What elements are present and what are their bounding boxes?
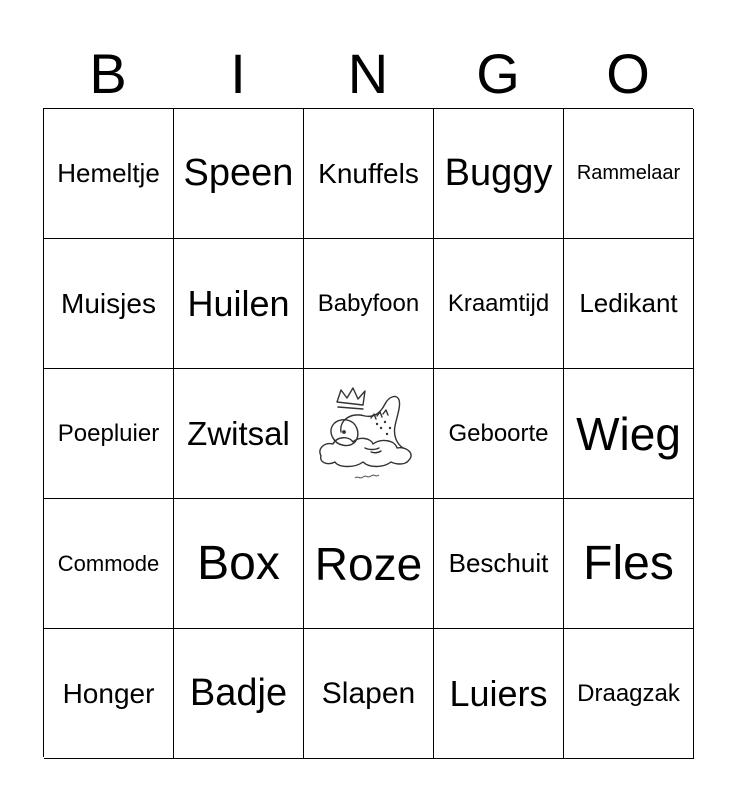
bingo-cell[interactable]: Zwitsal xyxy=(174,369,304,499)
bingo-header xyxy=(43,40,693,108)
free-space-cell[interactable] xyxy=(304,369,434,499)
bingo-cell[interactable]: Box xyxy=(174,499,304,629)
bingo-cell[interactable]: Rammelaar xyxy=(564,109,694,239)
bingo-cell[interactable]: Roze xyxy=(304,499,434,629)
bingo-cell[interactable]: Fles xyxy=(564,499,694,629)
header-letter-g: G xyxy=(476,42,520,105)
bingo-cell[interactable]: Hemeltje xyxy=(44,109,174,239)
header-letter-o: O xyxy=(606,42,650,105)
bingo-cell[interactable]: Draagzak xyxy=(564,629,694,759)
bingo-cell[interactable]: Commode xyxy=(44,499,174,629)
bingo-cell[interactable]: Luiers xyxy=(434,629,564,759)
bingo-cell[interactable]: Slapen xyxy=(304,629,434,759)
bingo-cell[interactable]: Poepluier xyxy=(44,369,174,499)
bingo-cell[interactable]: Kraamtijd xyxy=(434,239,564,369)
bingo-cell[interactable]: Babyfoon xyxy=(304,239,434,369)
bingo-cell[interactable]: Honger xyxy=(44,629,174,759)
sleeping-baby-dino-crown-icon xyxy=(311,382,427,486)
bingo-cell[interactable]: Knuffels xyxy=(304,109,434,239)
bingo-cell[interactable]: Beschuit xyxy=(434,499,564,629)
bingo-cell[interactable]: Buggy xyxy=(434,109,564,239)
bingo-cell[interactable]: Huilen xyxy=(174,239,304,369)
bingo-cell[interactable]: Speen xyxy=(174,109,304,239)
header-letter-b: B xyxy=(89,42,127,105)
bingo-card xyxy=(43,108,693,757)
header-letter-i: I xyxy=(230,42,246,105)
bingo-cell[interactable]: Ledikant xyxy=(564,239,694,369)
bingo-cell[interactable]: Geboorte xyxy=(434,369,564,499)
bingo-cell[interactable]: Badje xyxy=(174,629,304,759)
bingo-cell[interactable]: Wieg xyxy=(564,369,694,499)
bingo-cell[interactable]: Muisjes xyxy=(44,239,174,369)
header-letter-n: N xyxy=(347,42,389,105)
